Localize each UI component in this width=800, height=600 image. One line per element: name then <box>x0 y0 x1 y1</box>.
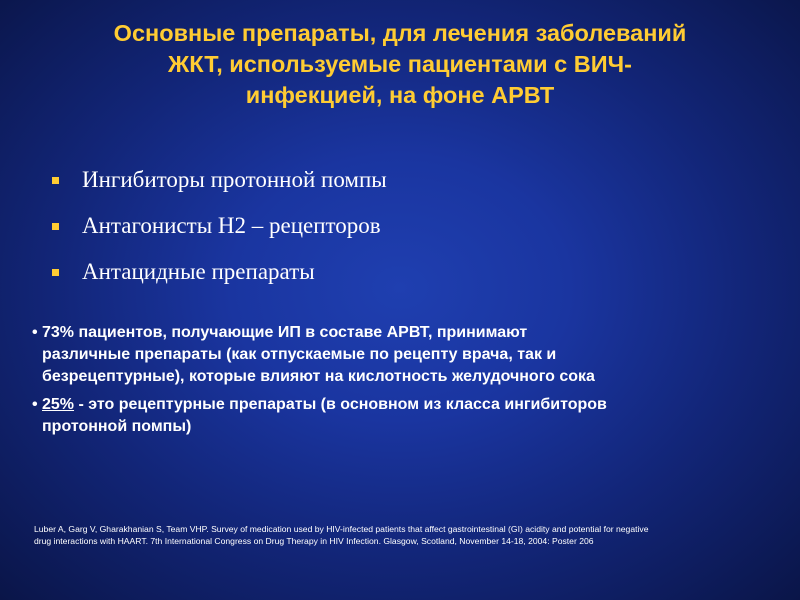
dot-bullet-icon: • <box>32 324 38 341</box>
statistic-text: - это рецептурные препараты (в основном из класса ингибиторов <box>74 396 607 413</box>
slide-title-line-3: инфекцией, на фоне АРВТ <box>245 82 555 108</box>
statistic-line: безрецептурные), которые влияют на кислотность желудочного сока <box>42 368 595 385</box>
list-item-text: Антагонисты Н2 – рецепторов <box>82 213 381 238</box>
statistic-line <box>42 394 760 416</box>
square-bullet-icon <box>52 177 59 184</box>
reference-line-2: drug interactions with HAART. 7th International Congress on Drug Therapy in HIV Infection. Glasgow, Scotland, November 14-18, 2004: Poster 206 <box>34 536 594 546</box>
square-bullet-icon <box>52 269 59 276</box>
statistics-block <box>30 322 760 444</box>
list-item <box>52 209 752 255</box>
reference-line-1: Luber A, Garg V, Gharakhanian S, Team VHP. Survey of medication used by HIV-infected patients that affect gastrointestinal (GI) acidity and potential for negative <box>34 524 649 534</box>
list-item-text: Антацидные препараты <box>82 259 315 284</box>
statistic-line: различные препараты (как отпускаемые по рецепту врача, так и <box>42 346 557 363</box>
drug-class-list <box>52 163 752 301</box>
slide-title-line-1: Основные препараты, для лечения заболеваний <box>113 20 687 46</box>
statistic-percent: 25% <box>42 396 75 413</box>
statistic-item <box>30 322 760 388</box>
statistic-item <box>30 394 760 438</box>
slide-title-line-2: ЖКТ, используемые пациентами с ВИЧ- <box>168 51 632 77</box>
reference-citation <box>34 523 764 547</box>
square-bullet-icon <box>52 223 59 230</box>
list-item <box>52 255 752 301</box>
statistic-line: протонной помпы) <box>42 418 192 435</box>
dot-bullet-icon: • <box>32 396 38 413</box>
statistic-line: 73% пациентов, получающие ИП в составе АРВТ, принимают <box>42 324 528 341</box>
list-item-text: Ингибиторы протонной помпы <box>82 167 387 192</box>
list-item <box>52 163 752 209</box>
slide-title <box>40 18 760 111</box>
